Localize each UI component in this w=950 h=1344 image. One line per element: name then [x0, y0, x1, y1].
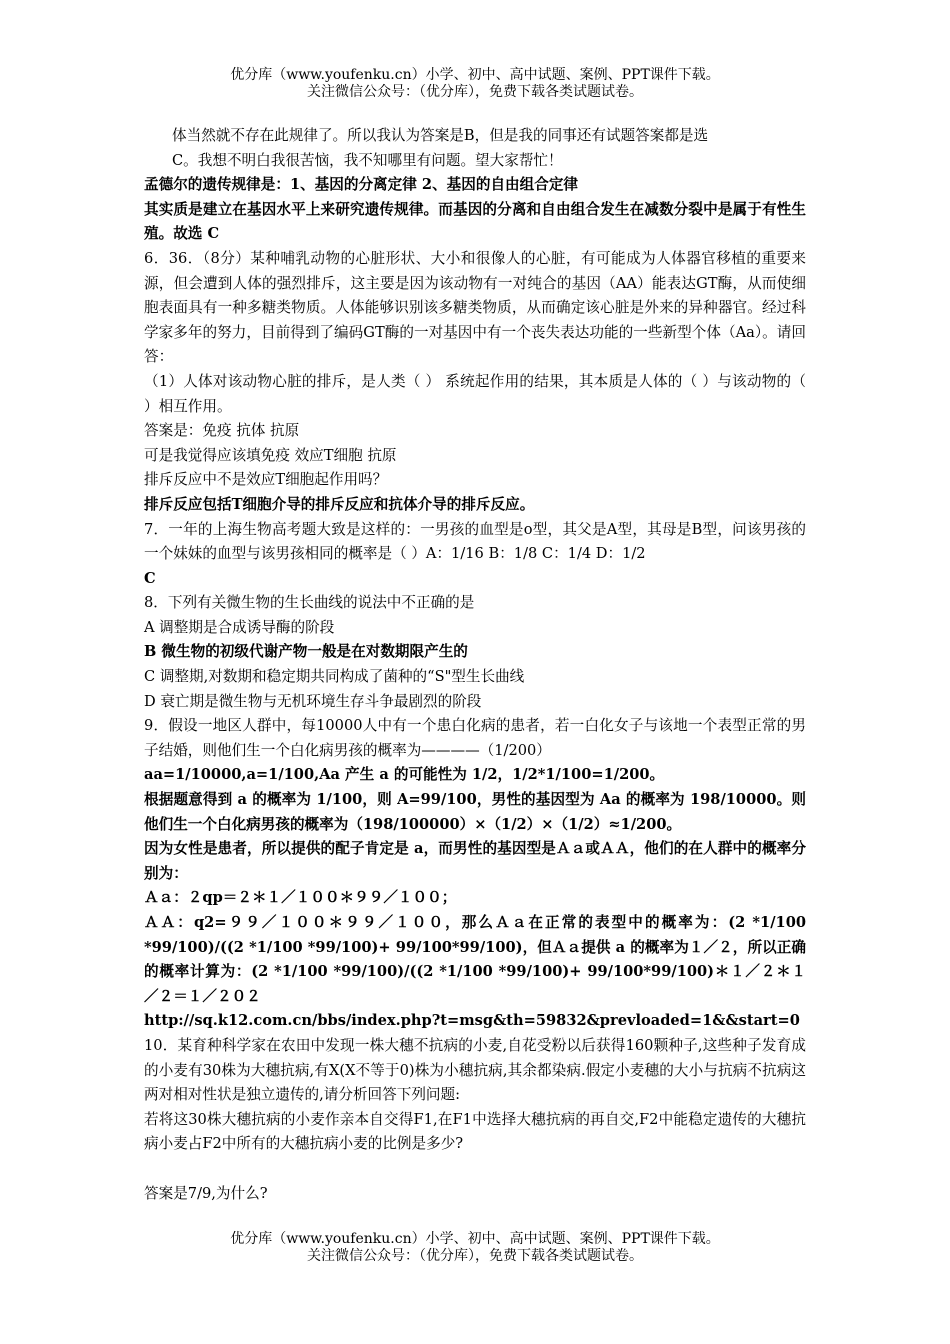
answer-bold: 孟德尔的遗传规律是：1、基因的分离定律 2、基因的自由组合定律	[144, 176, 579, 194]
answer-bold: ＡＡ：q2=９９／１００＊９９／１００，那么Ａａ在正常的表型中的概率为：(2 *1/100 *99/100)/((2 *1/100 *99/100)+ 99/100*99/100)，但Ａａ提供 a 的概率为１／２，所以正确的概率计算为：(2 *1/100 *99/100)/((2 *1/100 *99/100)+ 99/100*99/100)＊１／２＊１／２＝１／２０２	[144, 914, 806, 1005]
paragraph: 排斥反应中不是效应T细胞起作用吗？	[144, 471, 388, 489]
footer-line-1: 优分库（www.youfenku.cn）小学、初中、高中试题、案例、PPT课件下载。	[230, 1231, 720, 1247]
answer-bold: 其实质是建立在基因水平上来研究遗传规律。而基因的分离和自由组合发生在减数分裂中是属于有性生殖。故选 C	[144, 200, 806, 243]
question-8: 8．下列有关微生物的生长曲线的说法中不正确的是	[144, 594, 475, 612]
question-10: 10．某育种科学家在农田中发现一株大穗不抗病的小麦,自花受粉以后获得160颗种子,这些种子发育成的小麦有30株为大穗抗病,有X(X不等于0)株为小穗抗病,其余都染病.假定小麦穗的大小与抗病不抗病这两对相对性状是独立遗传的,请分析回答下列问题:	[144, 1036, 806, 1104]
answer-bold: Ａａ：２qp＝２＊１／１００＊９９／１００；	[144, 889, 457, 907]
footer-line-2: 关注微信公众号：（优分库），免费下载各类试题试卷。	[307, 1248, 643, 1264]
question-6: 6．36．（8分）某种哺乳动物的心脏形状、大小和很像人的心脏，有可能成为人体器官移植的重要来源，但会遭到人体的强烈排斥，这主要是因为该动物有一对纯合的基因（AA）能表达GT酶，从而使细胞表面具有一种多糖类物质。人体能够识别该多糖类物质，从而确定该心脏是外来的异种器官。经过科学家多年的努力，目前得到了编码GT酶的一对基因中有一个丧失表达功能的一些新型个体（Aa）。请回答：	[144, 249, 806, 366]
answer-bold: aa=1/10000,a=1/100,Aa 产生 a 的可能性为 1/2，1/2*1/100=1/200。	[144, 766, 665, 784]
question-6-part-1: （1）人体对该动物心脏的排斥，是人类（ ） 系统起作用的结果，其本质是人体的（ ）与该动物的（ ）相互作用。	[144, 372, 806, 415]
header-line-2: 关注微信公众号：（优分库），免费下载各类试题试卷。	[307, 84, 643, 100]
paragraph: 答案是：免疫 抗体 抗原	[144, 422, 300, 440]
option-b-answer: B 微生物的初级代谢产物一般是在对数期限产生的	[144, 643, 468, 661]
option-d: D 衰亡期是微生物与无机环境生存斗争最剧烈的阶段	[144, 692, 482, 710]
paragraph: 可是我觉得应该填免疫 效应T细胞 抗原	[144, 446, 397, 464]
page-header	[0, 67, 950, 101]
header-line-1: 优分库（www.youfenku.cn）小学、初中、高中试题、案例、PPT课件下载。	[230, 67, 720, 83]
answer-bold: 因为女性是患者，所以提供的配子肯定是 a，而男性的基因型是Ａａ或ＡＡ，他们的在人群中的概率分别为：	[144, 840, 806, 882]
option-a: A 调整期是合成诱导酶的阶段	[144, 618, 335, 636]
answer-bold: 排斥反应包括T细胞介导的排斥反应和抗体介导的排斥反应。	[144, 495, 535, 513]
page-footer	[0, 1231, 950, 1265]
spacer	[144, 1157, 806, 1182]
paragraph: 答案是7/9,为什么?	[144, 1184, 268, 1202]
paragraph: 体当然就不存在此规律了。所以我认为答案是B，但是我的同事还有试题答案都是选	[172, 127, 709, 144]
option-c: C 调整期,对数期和稳定期共同构成了菌种的“S"型生长曲线	[144, 668, 525, 686]
question-9: 9．假设一地区人群中，每10000人中有一个患白化病的患者，若一白化女子与该地一个表型正常的男子结婚，则他们生一个白化病男孩的概率为————（1/200）	[144, 717, 806, 759]
paragraph: C。我想不明白我很苦恼，我不知哪里有问题。望大家帮忙！	[172, 151, 563, 169]
answer-bold: C	[144, 569, 156, 587]
source-link[interactable]: http://sq.k12.com.cn/bbs/index.php?t=msg&th=59832&prevloaded=1&&start=0	[144, 1012, 800, 1030]
document-body	[144, 124, 806, 1206]
question-10-part: 若将这30株大穗抗病的小麦作亲本自交得F1,在F1中选择大穗抗病的再自交,F2中能稳定遗传的大穗抗病小麦占F2中所有的大穗抗病小麦的比例是多少?	[144, 1110, 806, 1153]
question-7: 7．一年的上海生物高考题大致是这样的：一男孩的血型是o型，其父是A型，其母是B型，问该男孩的一个妹妹的血型与该男孩相同的概率是（ ）A：1/16 B：1/8 C：1/4 D：1/2	[144, 520, 806, 563]
answer-bold: 根据题意得到 a 的概率为 1/100，则 A=99/100，男性的基因型为 Aa 的概率为 198/10000。则他们生一个白化病男孩的概率为（198/100000）×（1/2）×（1/2）≈1/200。	[144, 791, 806, 833]
